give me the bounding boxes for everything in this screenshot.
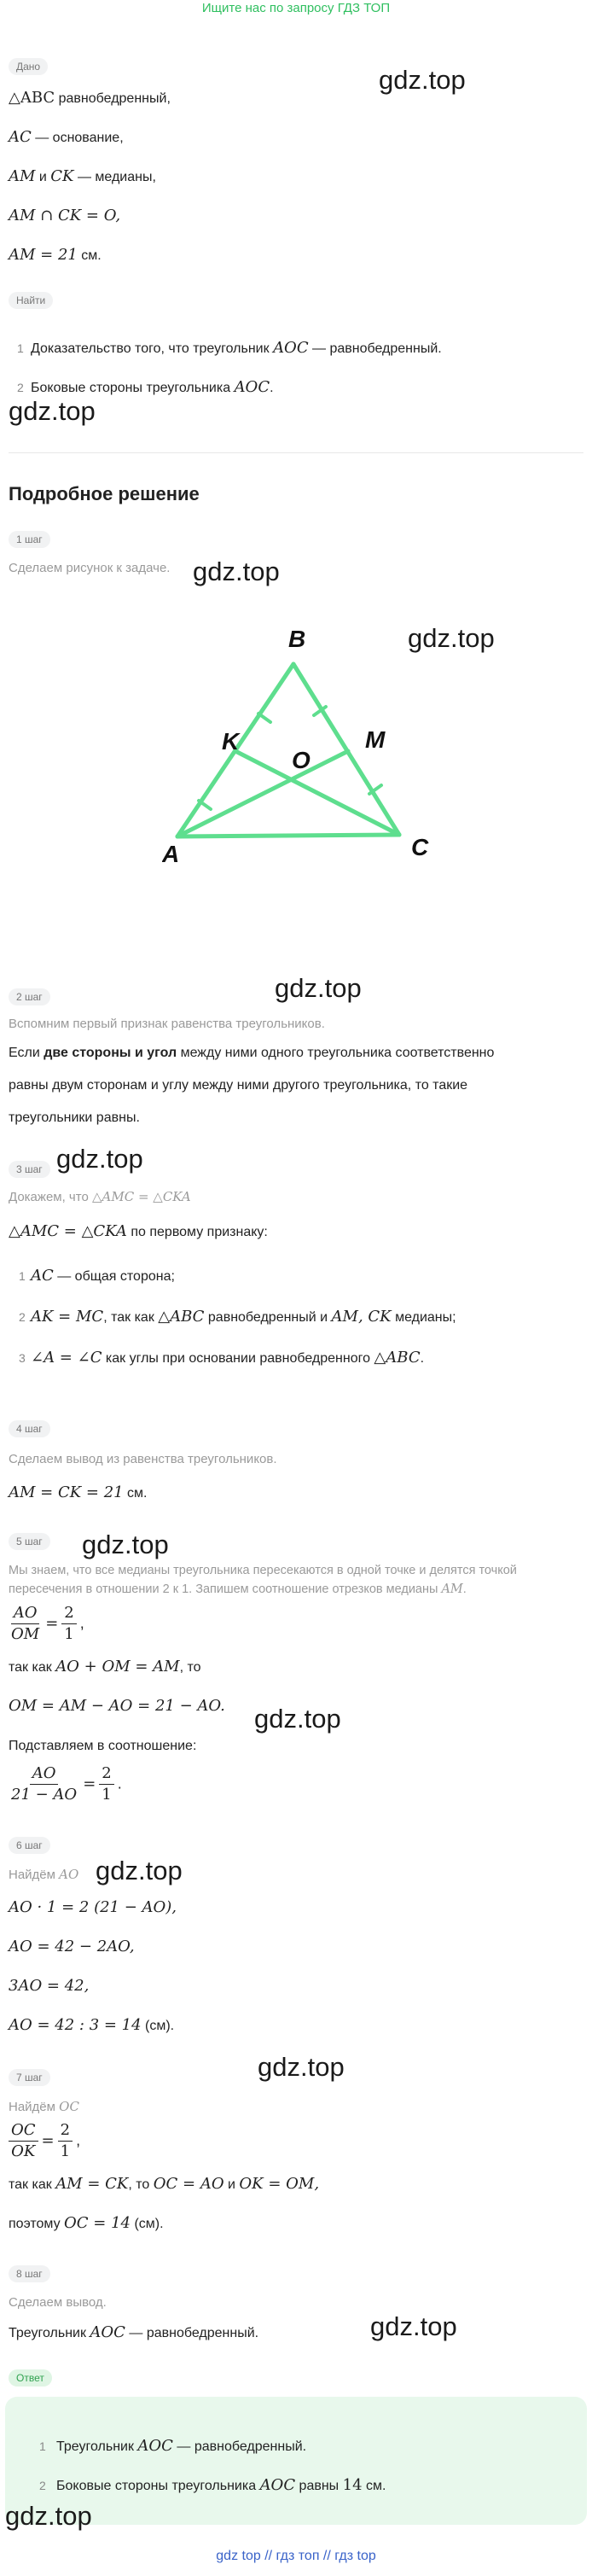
watermark: gdz.top	[254, 1704, 341, 1734]
answer-box	[5, 2397, 587, 2525]
watermark: gdz.top	[82, 1530, 169, 1559]
watermark: gdz.top	[258, 2052, 345, 2082]
step7-intro: Найдём OC	[9, 2099, 79, 2114]
divider	[9, 452, 583, 453]
find-tag: Найти	[9, 292, 53, 309]
step7-fraction: $\frac{OC}{OK}$ = $\frac{2}{1}$ ,	[9, 2120, 580, 2168]
label-b: B	[288, 626, 306, 652]
given-line-5: AM = 21 см.	[9, 246, 102, 264]
step4-tag: 4 шаг	[9, 1420, 50, 1437]
step1-text: Сделаем рисунок к задаче.	[9, 561, 171, 575]
watermark: gdz.top	[5, 2501, 92, 2531]
side-ac	[177, 835, 399, 836]
step5-line-2: так как AO + OM = AM, то	[9, 1658, 201, 1676]
step8-intro: Сделаем вывод.	[9, 2295, 107, 2310]
top-banner[interactable]: Ищите нас по запросу ГДЗ ТОП	[201, 1, 391, 15]
step8-tag: 8 шаг	[9, 2265, 50, 2282]
step7-line-2: так как AM = CK, то OC = AO и OK = OM,	[9, 2175, 320, 2193]
step2-para-1: Если две стороны и угол между ними одного треугольника соответственно	[9, 1046, 495, 1060]
find-item-2: 2 Боковые стороны треугольника AOC.	[17, 378, 274, 396]
tick-mark	[258, 714, 270, 722]
step2-para-3: треугольники равны.	[9, 1110, 140, 1125]
step6-line-2: AO = 42 − 2AO,	[9, 1938, 135, 1955]
step6-intro: Найдём AO	[9, 1867, 79, 1882]
label-m: M	[365, 726, 386, 753]
step6-line-3: 3AO = 42,	[9, 1977, 90, 1995]
answer-item-2: 2 Боковые стороны треугольника AOC равны 14 см.	[39, 2476, 386, 2494]
step4-intro: Сделаем вывод из равенства треугольников.	[9, 1452, 277, 1466]
given-line-3: AM и CK — медианы,	[9, 167, 156, 185]
given-line-1: △ABC равнобедренный,	[9, 89, 171, 107]
step2-para-2: равны двум сторонам и углу между ними другого треугольника, то такие	[9, 1078, 468, 1093]
step6-tag: 6 шаг	[9, 1837, 50, 1854]
triangle-figure	[162, 623, 435, 879]
answer-tag: Ответ	[9, 2369, 52, 2387]
find-item-1: 1 Доказательство того, что треугольник AOC — равнобедренный.	[17, 339, 442, 357]
step5-line-3: OM = AM − AO = 21 − AO.	[9, 1697, 225, 1715]
label-o: O	[292, 747, 311, 773]
given-line-2: AC — основание,	[9, 128, 124, 146]
step6-line-1: AO · 1 = 2 (21 − AO),	[9, 1898, 177, 1916]
answer-item-1: 1 Треугольник AOC — равнобедренный.	[39, 2437, 307, 2455]
watermark: gdz.top	[408, 623, 495, 653]
step8-line: Треугольник AOC — равнобедренный.	[9, 2323, 259, 2341]
watermark: gdz.top	[275, 973, 362, 1003]
watermark: gdz.top	[193, 557, 280, 586]
step1-tag: 1 шаг	[9, 531, 50, 548]
given-tag: Дано	[9, 58, 48, 75]
step4-line: AM = CK = 21 см.	[9, 1483, 148, 1501]
step3-line: △AMC = △CKA по первому признаку:	[9, 1222, 268, 1240]
step5-tag: 5 шаг	[9, 1533, 50, 1550]
step6-line-4: AO = 42 : 3 = 14 (см).	[9, 2016, 175, 2034]
watermark: gdz.top	[379, 65, 466, 95]
watermark: gdz.top	[96, 1856, 183, 1885]
step3-item-3: 3 ∠A = ∠C как углы при основании равнобедренного △ABC.	[19, 1349, 425, 1367]
step3-item-1: 1 AC — общая сторона;	[19, 1267, 175, 1285]
step5-intro-1: Мы знаем, что все медианы треугольника пересекаются в одной точке и делятся точкой	[9, 1564, 517, 1577]
step3-item-2: 2 AK = MC, так как △ABC равнобедренный и AM, CK медианы;	[19, 1308, 456, 1326]
label-k: K	[222, 728, 240, 755]
solution-title: Подробное решение	[9, 483, 200, 504]
step3-intro: Докажем, что △AMC = △CKA	[9, 1189, 191, 1204]
step5-fraction-2: $\frac{AO}{21 - AO}$ = $\frac{2}{1}$ .	[11, 1764, 122, 1804]
step5-intro-2: пересечения в отношении 2 к 1. Запишем соотношение отрезков медианы AM.	[9, 1582, 467, 1596]
step5-line-4: Подставляем в соотношение:	[9, 1739, 197, 1753]
given-line-4: AM ∩ CK = O,	[9, 207, 121, 224]
footer-links[interactable]: gdz top // гдз топ // гдз top	[216, 2549, 376, 2563]
step2-tag: 2 шаг	[9, 988, 50, 1005]
step5-fraction-1: $\frac{AO}{OM}$ = $\frac{2}{1}$ ,	[11, 1604, 84, 1643]
step7-tag: 7 шаг	[9, 2069, 50, 2086]
step7-line-3: поэтому OC = 14 (см).	[9, 2214, 164, 2232]
label-c: C	[411, 834, 429, 860]
label-a: A	[162, 841, 180, 867]
step2-intro: Вспомним первый признак равенства треугольников.	[9, 1017, 325, 1031]
step3-tag: 3 шаг	[9, 1161, 50, 1178]
watermark: gdz.top	[370, 2311, 457, 2341]
watermark: gdz.top	[9, 396, 96, 426]
watermark: gdz.top	[56, 1144, 143, 1174]
